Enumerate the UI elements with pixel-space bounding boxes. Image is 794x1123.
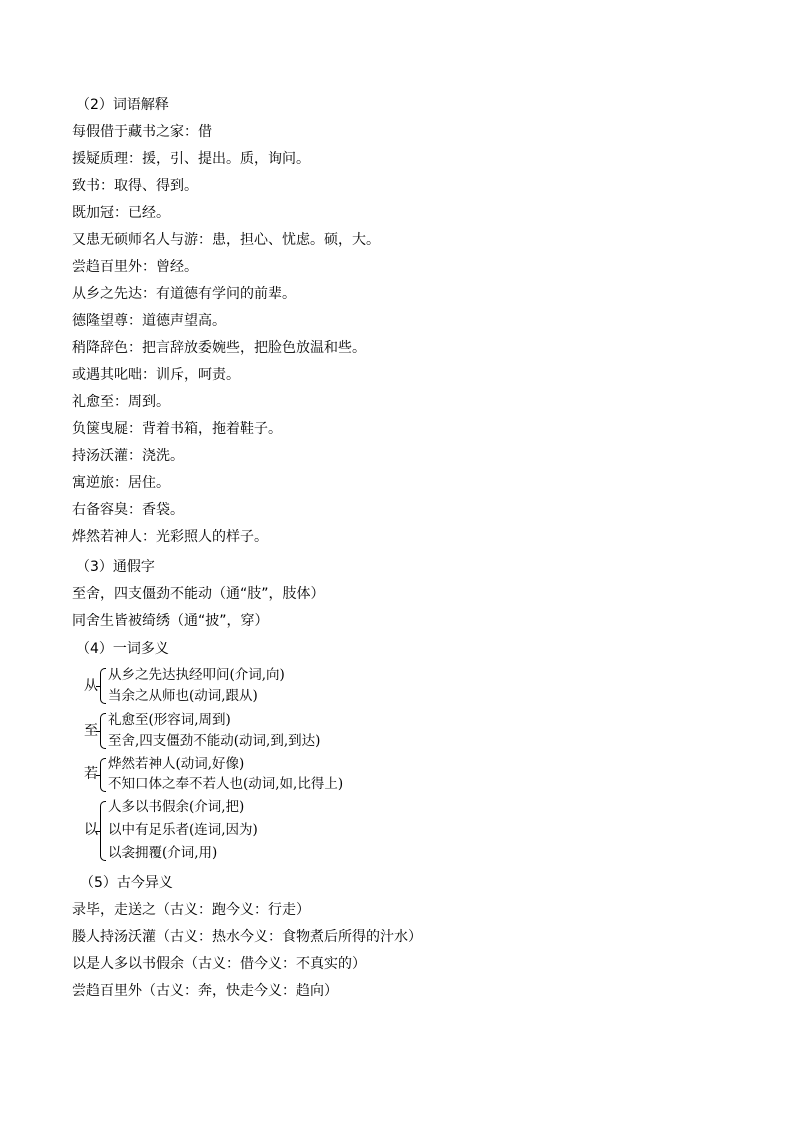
word-explanation-item: 尝趋百里外：曾经。 xyxy=(72,259,198,275)
word-explanation-item: 德隆望尊：道德声望高。 xyxy=(72,313,226,329)
tongjiazi-item: 至舍，四支僵劲不能动（通“肢”，肢体） xyxy=(72,586,325,602)
word-explanation-item: 援疑质理：援，引、提出。质，询问。 xyxy=(72,151,310,167)
word-explanation-item: 寓逆旅：居住。 xyxy=(72,475,170,491)
polysemy-example: 从乡之先达执经叩问(介词,向) xyxy=(108,667,285,683)
word-explanation-item: 持汤沃灌：浇洗。 xyxy=(72,448,184,464)
polysemy-example: 以衾拥覆(介词,用) xyxy=(108,845,218,861)
section-heading-tongjiazi: （3）通假字 xyxy=(76,559,155,575)
word-explanation-item: 每假借于藏书之家：借 xyxy=(72,124,212,140)
word-explanation-item: 或遇其叱咄：训斥，呵责。 xyxy=(72,367,240,383)
word-explanation-item: 稍降辞色：把言辞放委婉些，把脸色放温和些。 xyxy=(72,340,366,356)
ancient-modern-item: 媵人持汤沃灌（古义：热水今义：食物煮后所得的汁水） xyxy=(72,929,422,945)
ancient-modern-item: 尝趋百里外（古义：奔，快走今义：趋向） xyxy=(72,983,338,999)
brace-mark xyxy=(100,801,106,861)
polysemy-char: 至 xyxy=(84,723,98,739)
word-explanation-item: 右备容臭：香袋。 xyxy=(72,502,184,518)
ancient-modern-item: 录毕，走送之（古义：跑今义：行走） xyxy=(72,902,310,918)
polysemy-example: 至舍,四支僵劲不能动(动词,到,到达) xyxy=(108,733,321,749)
polysemy-char: 以 xyxy=(84,822,98,838)
brace-mark xyxy=(100,758,106,792)
polysemy-example: 当余之从师也(动词,跟从) xyxy=(108,688,258,704)
word-explanation-item: 致书：取得、得到。 xyxy=(72,178,198,194)
brace-mark xyxy=(100,668,106,704)
polysemy-char: 从 xyxy=(84,678,98,694)
tongjiazi-item: 同舍生皆被绮绣（通“披”，穿） xyxy=(72,613,269,629)
word-explanation-item: 既加冠：已经。 xyxy=(72,205,170,221)
polysemy-example: 不知口体之奉不若人也(动词,如,比得上) xyxy=(108,776,344,792)
ancient-modern-item: 以是人多以书假余（古义：借今义：不真实的） xyxy=(72,956,366,972)
polysemy-char: 若 xyxy=(84,766,98,782)
polysemy-example: 以中有足乐者(连词,因为) xyxy=(108,822,258,838)
word-explanation-item: 礼愈至：周到。 xyxy=(72,394,170,410)
polysemy-example: 礼愈至(形容词,周到) xyxy=(108,712,231,728)
brace-mark xyxy=(100,713,106,749)
polysemy-example: 烨然若神人(动词,好像) xyxy=(108,756,245,772)
word-explanation-item: 负箧曳屣：背着书箱，拖着鞋子。 xyxy=(72,421,282,437)
section-heading-word-explanation: （2）词语解释 xyxy=(76,97,169,113)
word-explanation-item: 烨然若神人：光彩照人的样子。 xyxy=(72,529,268,545)
section-heading-polysemy: （4）一词多义 xyxy=(76,641,169,657)
polysemy-example: 人多以书假余(介词,把) xyxy=(108,799,245,815)
section-heading-ancient-modern: （5）古今异义 xyxy=(80,875,173,891)
word-explanation-item: 从乡之先达：有道德有学问的前辈。 xyxy=(72,286,296,302)
word-explanation-item: 又患无硕师名人与游：患，担心、忧虑。硕，大。 xyxy=(72,232,380,248)
